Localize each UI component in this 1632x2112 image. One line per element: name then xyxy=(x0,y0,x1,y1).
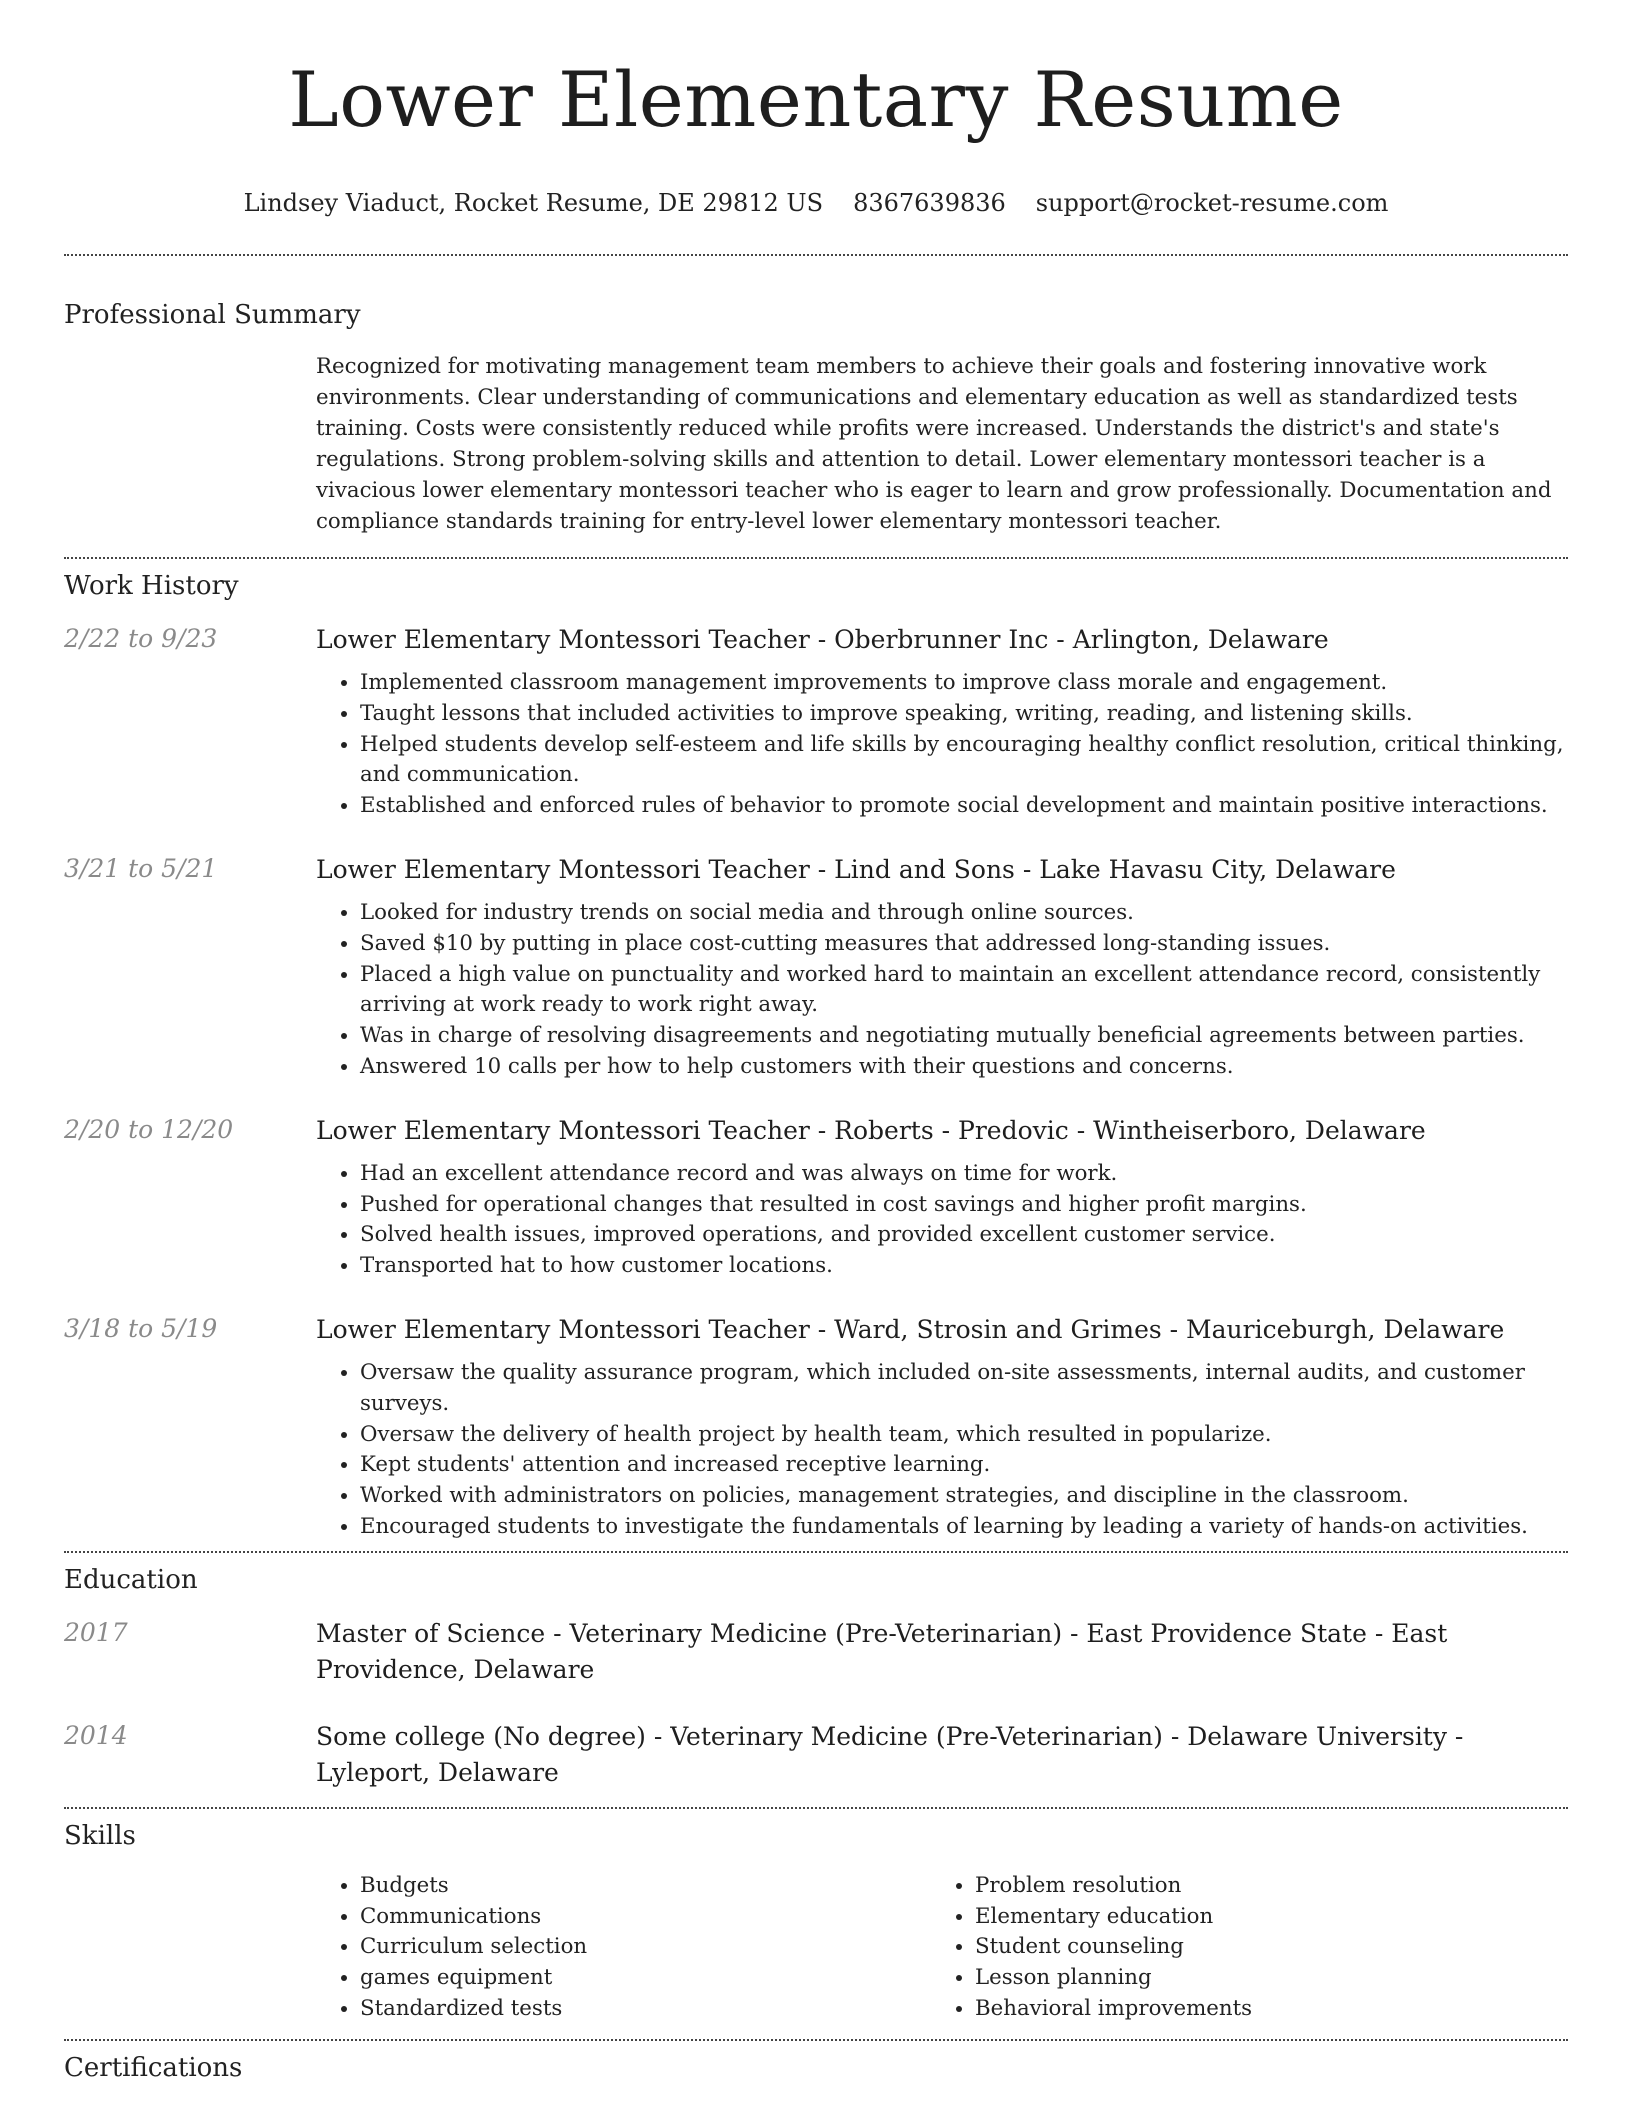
job-dates: 3/18 to 5/19 xyxy=(64,1313,218,1343)
skill-item: • Behavioral improvements xyxy=(975,1994,1252,2025)
job-bullet: • Oversaw the quality assurance program, which included on-site assessments, internal audits, and customer surveys. xyxy=(360,1358,1568,1420)
skill-item: • Student counseling xyxy=(975,1932,1252,1963)
skill-item: • Curriculum selection xyxy=(360,1932,931,1963)
education-title: Master of Science - Veterinary Medicine (Pre-Veterinarian) - East Providence State - East Providence, Delaware xyxy=(316,1618,1448,1684)
education-year: 2014 xyxy=(64,1720,128,1750)
job-bullets xyxy=(316,1358,1568,1543)
summary-text: Recognized for motivating management team members to achieve their goals and fostering innovative work environments. Clear understanding of communications and elementary education as well as standardized tests training. Costs were consistently reduced while profits were increased. Understands the district's and state's regulations. Strong problem-solving skills and attention to detail. Lower elementary montessori teacher is a vivacious lower elementary montessori teacher who is eager to learn and grow professionally. Documentation and compliance standards training for entry-level lower elementary montessori teacher. xyxy=(316,354,1552,534)
skill-item: • Communications xyxy=(360,1902,931,1933)
job-entry xyxy=(64,1312,1568,1543)
education-title: Some college (No degree) - Veterinary Medicine (Pre-Veterinarian) - Delaware University - Lyleport, Delaware xyxy=(316,1721,1464,1787)
skills-list-left xyxy=(316,1871,931,2025)
skills-columns xyxy=(316,1871,1568,2025)
job-bullet: • Answered 10 calls per how to help customers with their questions and concerns. xyxy=(360,1052,1568,1083)
job-bullet: • Transported hat to how customer locations. xyxy=(360,1251,1568,1282)
job-entry xyxy=(64,622,1568,822)
job-title: Lower Elementary Montessori Teacher - Roberts - Predovic - Wintheiserboro, Delaware xyxy=(316,1115,1426,1145)
job-content xyxy=(316,1312,1568,1543)
skills-list-right xyxy=(931,1871,1252,2025)
job-dates: 2/22 to 9/23 xyxy=(64,624,218,653)
job-bullets xyxy=(316,1159,1568,1282)
resume-header xyxy=(0,0,1632,218)
section-title-skills: Skills xyxy=(64,1820,136,1851)
job-bullet: • Placed a high value on punctuality and worked hard to maintain an excellent attendance record, consistently arriving at work ready to work right away. xyxy=(360,960,1568,1022)
job-bullet: • Implemented classroom management improvements to improve class morale and engagement. xyxy=(360,668,1568,699)
job-content xyxy=(316,622,1568,822)
education-content xyxy=(316,1719,1568,1791)
education-year: 2017 xyxy=(64,1617,128,1647)
skill-item: • Standardized tests xyxy=(360,1994,931,2025)
education-entry xyxy=(64,1719,1568,1791)
job-content xyxy=(316,852,1568,1083)
contact-phone: 8367639836 xyxy=(853,189,1006,217)
job-bullet: • Was in charge of resolving disagreements and negotiating mutually beneficial agreements between parties. xyxy=(360,1021,1568,1052)
skill-item: • Lesson planning xyxy=(975,1963,1252,1994)
job-bullet: • Encouraged students to investigate the fundamentals of learning by leading a variety of hands-on activities. xyxy=(360,1512,1568,1543)
summary-section xyxy=(64,256,1568,537)
skill-item: • Budgets xyxy=(360,1871,931,1902)
job-entry xyxy=(64,852,1568,1083)
job-bullet: • Solved health issues, improved operations, and provided excellent customer service. xyxy=(360,1220,1568,1251)
resume-title: Lower Elementary Resume xyxy=(288,55,1344,144)
job-content xyxy=(316,1113,1568,1282)
job-bullet: • Established and enforced rules of behavior to promote social development and maintain positive interactions. xyxy=(360,791,1568,822)
job-bullet: • Worked with administrators on policies, management strategies, and discipline in the classroom. xyxy=(360,1481,1568,1512)
skills-section xyxy=(64,1809,1568,2025)
section-title-work-history: Work History xyxy=(64,571,239,601)
contact-line xyxy=(0,188,1632,218)
contact-address: Lindsey Viaduct, Rocket Resume, DE 29812 US xyxy=(243,189,824,217)
education-content xyxy=(316,1616,1568,1688)
job-bullet: • Had an excellent attendance record and was always on time for work. xyxy=(360,1159,1568,1190)
job-bullet: • Kept students' attention and increased receptive learning. xyxy=(360,1450,1568,1481)
skill-item: • games equipment xyxy=(360,1963,931,1994)
education-section xyxy=(64,1553,1568,1791)
contact-email: support@rocket-resume.com xyxy=(1035,189,1389,217)
job-bullet: • Saved $10 by putting in place cost-cutting measures that addressed long-standing issues. xyxy=(360,929,1568,960)
job-dates: 3/21 to 5/21 xyxy=(64,853,218,883)
section-title-education: Education xyxy=(64,1564,198,1595)
work-history-section xyxy=(64,559,1568,1543)
job-bullet: • Oversaw the delivery of health project by health team, which resulted in popularize. xyxy=(360,1420,1568,1451)
job-bullet: • Pushed for operational changes that resulted in cost savings and higher profit margins. xyxy=(360,1190,1568,1221)
job-title: Lower Elementary Montessori Teacher - Oberbrunner Inc - Arlington, Delaware xyxy=(316,625,1329,654)
job-bullet: • Looked for industry trends on social media and through online sources. xyxy=(360,898,1568,929)
job-bullets xyxy=(316,898,1568,1083)
job-bullets xyxy=(316,668,1568,822)
job-bullet: • Helped students develop self-esteem and life skills by encouraging healthy conflict resolution, critical thinking, and communication. xyxy=(360,730,1568,792)
education-entry xyxy=(64,1616,1568,1688)
section-title-summary: Professional Summary xyxy=(64,300,361,330)
skill-item: • Elementary education xyxy=(975,1902,1252,1933)
section-title-certifications: Certifications xyxy=(64,2052,243,2083)
job-dates: 2/20 to 12/20 xyxy=(64,1114,234,1144)
job-bullet: • Taught lessons that included activities to improve speaking, writing, reading, and listening skills. xyxy=(360,699,1568,730)
job-entry xyxy=(64,1113,1568,1282)
job-title: Lower Elementary Montessori Teacher - Ward, Strosin and Grimes - Mauriceburgh, Delaware xyxy=(316,1314,1505,1344)
skill-item: • Problem resolution xyxy=(975,1871,1252,1902)
certifications-section xyxy=(64,2041,1568,2085)
job-title: Lower Elementary Montessori Teacher - Lind and Sons - Lake Havasu City, Delaware xyxy=(316,854,1396,884)
